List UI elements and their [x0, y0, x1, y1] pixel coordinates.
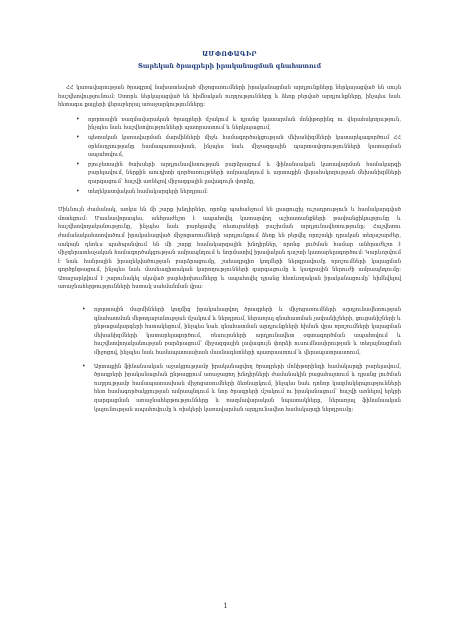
bullet-list-1 — [58, 116, 401, 196]
document-subtitle: Տարեկան ծրագրերի իրականացման գնահատում — [137, 63, 322, 70]
bullet-list-2 — [58, 306, 401, 414]
body-paragraph: Միևնույն ժամանակ, առկա են մի շարք խնդիրներ, որոնք պահանջում են լրացուցիչ ուշադրություն և համակարգված մոտեցում: Մասնավորապես, անհրաժեշտ է ապահովել կատարվող աշխատանքների թափանցիկությունը և հաշվետվողականությունը, ինչպես նաև բարելավել ռեսուրսների բաշխման արդյունավետությունը: Հաշվետու ժամանակահատվածում իրականացված միջոցառումների արդյունքում ձեռք են բերվել որոշակի դրական տեղաշարժեր, սակայն դեռևս պահպանվում են մի շարք համակարգային խնդիրներ, որոնց լուծման համար անհրաժեշտ է միջգերատեսչական համագործակցության ամրապնդում և նորմատիվ իրավական դաշտի կատարելագործում: Կարևորվում է նաև հանրային իրազեկվածության բարձրացումը, շահագրգիռ կողմերի ներգրավումը որոշումների կայացման գործընթացում, ինչպես նաև մասնագիտական կարողությունների զարգացումը և կադրային ներուժի ամրապնդումը: Առաջարկվում է շարունակել սկսված բարեփոխումները և ապահովել դրանց հետևողական իրականացումը՝ հիմնվելով առաջնահերթությունների հստակ սահմանման վրա: — [58, 207, 401, 291]
list-item: • ոլորտային մարմինների կողմից իրականացվող ծրագրերի և միջոցառումների արդյունավետության գնահատման մեթոդաբանության մշակում և ներդրում, ներառյալ գնահատման չափանիշների, ցուցանիշների և ընթացակարգերի հստակեցում, ինչպես նաև գնահատման արդյունքների հիման վրա որոշումների կայացման մեխանիզմների կատարելագործում, ռեսուրսների արդյունավետ օգտագործման ապահովում և հաշվետվողականության բարձրացում՝ միջազգային լավագույն փորձի ուսումնասիրության և տեղայնացման միջոցով, ինչպես նաև համապատասխան մասնագետների պատրաստում և վերապատրաստում, — [94, 306, 401, 358]
list-item: • պետական կառավարման մարմինների միջև համագործակցության մեխանիզմների կատարելագործում ՀՀ օրենսդրությանը համապատասխան, ինչպես նաև միջազգային պարտավորությունների կատարման ապահովում, — [88, 134, 401, 160]
document-title: ԱՄՓՈՓԱԳԻՐ — [202, 50, 257, 58]
intro-paragraph: ՀՀ կառավարության ծրագրով նախատեսված միջոցառումների իրականացման արդյունքները ներկայացված են սույն հաշվետվությունում: Ստորև ներկայացված են հիմնական ուղղությունները և ձեռք բերված արդյունքները, ինչպես նաև հետագա քայլերի վերաբերյալ առաջարկությունները: — [58, 85, 401, 109]
list-item: • բյուջետային ծախսերի արդյունավետության բարձրացում և ֆինանսական կառավարման համակարգի բարելավում, ներքին աուդիտի գործառույթների ամրապնդում և արտաքին վերահսկողության մեխանիզմների զարգացում՝ հաշվի առնելով միջազգային լավագույն փորձը, — [88, 161, 401, 187]
list-item: • ոլորտային ռազմավարական ծրագրերի մշակում և դրանց կատարման մոնիթորինգ ու վերահսկողություն, ինչպես նաև հաշվետվությունների պատրաստում և ներկայացում, — [88, 116, 401, 133]
list-item: • Արտաքին ֆինանսական աջակցությամբ իրականացվող ծրագրերի մոնիթորինգի համակարգի բարելավում, ծրագրերի իրականացման ընթացքում առաջացող խնդիրների ժամանակին բացահայտում և դրանց լուծման ուղղությամբ համապատասխան միջոցառումների ձեռնարկում, ինչպես նաև դոնոր կազմակերպությունների հետ համագործակցության ամրապնդում և նոր ծրագրերի մշակում ու իրականացում՝ հաշվի առնելով երկրի զարգացման առաջնահերթությունները և ռազմավարական նպատակները, ներառյալ ֆինանսական կայունության ապահովումը և ռիսկերի կառավարման արդյունավետ համակարգի ներդրումը: — [94, 363, 401, 415]
list-item: • տեղեկատվական համակարգերի ներդրում: — [88, 188, 401, 197]
page-number: 1 — [223, 602, 228, 610]
